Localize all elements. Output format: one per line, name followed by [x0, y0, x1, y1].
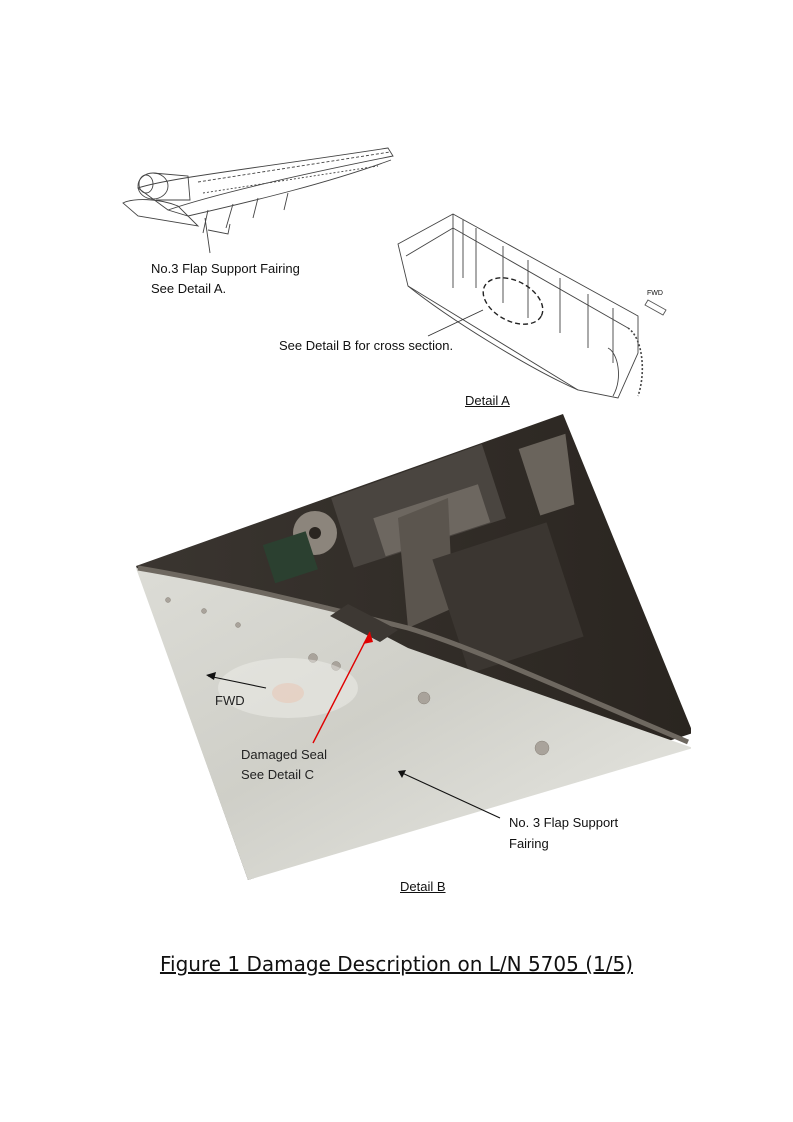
damaged-seal-label-line2: See Detail C	[241, 767, 314, 782]
detail-a-drawing	[398, 214, 666, 398]
photo-fwd-label: FWD	[215, 693, 245, 708]
detail-a-label: Detail A	[465, 393, 510, 408]
detail-b-label: Detail B	[400, 879, 446, 894]
cross-section-note: See Detail B for cross section.	[279, 338, 454, 353]
figure-panel	[108, 138, 691, 918]
damaged-seal-label-line1: Damaged Seal	[241, 747, 327, 762]
figure-illustration	[108, 138, 691, 918]
wing-callout-line1: No.3 Flap Support Fairing	[151, 261, 300, 276]
figure-caption: Figure 1 Damage Description on L/N 5705 (1/5)	[159, 952, 634, 976]
damage-photo	[136, 414, 691, 880]
wing-drawing	[123, 148, 393, 253]
wing-callout-line2: See Detail A.	[151, 281, 227, 296]
fwd-small-label: FWD	[647, 290, 663, 297]
fairing-label-line1: No. 3 Flap Support	[509, 815, 619, 830]
fairing-label-line2: Fairing	[509, 836, 549, 851]
